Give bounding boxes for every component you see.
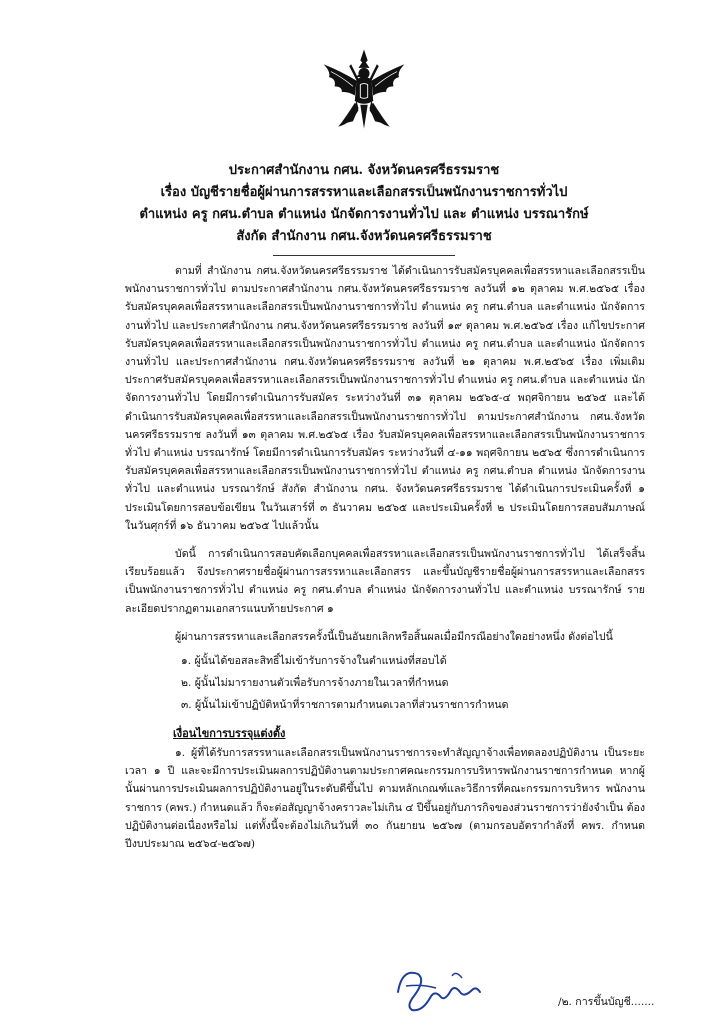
title-line-4: สังกัด สำนักงาน กศน.จังหวัดนครศรีธรรมราช <box>236 229 492 244</box>
title-line-2: เรื่อง บัญชีรายชื่อผู้ผ่านการสรรหาและเลือกสรรเป็นพนักงานราชการทั่วไป <box>160 185 568 200</box>
announcement-body <box>125 262 645 853</box>
list-item: ๒. ผู้นั้นไม่มารายงานตัวเพื่อรับการจ้างภายในเวลาที่กำหนด <box>181 677 449 690</box>
paragraph-background: ตามที่ สำนักงาน กศน.จังหวัดนครศรีธรรมราช ได้ดำเนินการรับสมัครบุคคลเพื่อสรรหาและเลือกสรรเป็นพนักงานราชการทั่วไป ตามประกาศสำนักงาน กศน.จังหวัดนครศรีธรรมราช ลงวันที่ ๑๒ ตุลาคม พ.ศ.๒๕๖๕ เรื่อง รับสมัครบุคคลเพื่อสรรหาและเลือกสรรเป็นพนักงานราชการทั่วไป ตำแหน่ง ครู กศน.ตำบล และตำแหน่ง นักจัดการงานทั่วไป และประกาศสำนักงาน กศน.จังหวัดนครศรีธรรมราช ลงวันที่ ๑๙ ตุลาคม พ.ศ.๒๕๖๕ เรื่อง แก้ไขประกาศรับสมัครบุคคลเพื่อสรรหาและเลือกสรรเป็นพนักงานราชการทั่วไป ตำแหน่ง ครู กศน.ตำบล และตำแหน่ง นักจัดการงานทั่วไป และประกาศสำนักงาน กศน.จังหวัดนครศรีธรรมราช ลงวันที่ ๒๑ ตุลาคม พ.ศ.๒๕๖๕ เรื่อง เพิ่มเติมประกาศรับสมัครบุคคลเพื่อสรรหาและเลือกสรรเป็นพนักงานราชการทั่วไป ตำแหน่ง ครู กศน.ตำบล และตำแหน่ง นักจัดการงานทั่วไป โดยมีการดำเนินการรับสมัคร ระหว่างวันที่ ๓๑ ตุลาคม ๒๕๖๕-๔ พฤศจิกายน ๒๕๖๕ และได้ดำเนินการรับสมัครบุคคลเพื่อสรรหาและเลือกสรรเป็นพนักงานราชการทั่วไป ตามประกาศสำนักงาน กศน.จังหวัดนครศรีธรรมราช ลงวันที่ ๑๓ ตุลาคม พ.ศ.๒๕๖๕ เรื่อง รับสมัครบุคคลเพื่อสรรหาและเลือกสรรเป็นพนักงานราชการทั่วไป ตำแหน่ง บรรณารักษ์ โดยมีการดำเนินการรับสมัคร ระหว่างวันที่ ๔-๑๑ พฤศจิกายน ๒๕๖๕ ซึ่งการดำเนินการรับสมัครบุคคลเพื่อสรรหาและเลือกสรรเป็นพนักงานราชการทั่วไป ตำแหน่ง ครู กศน.ตำบล ตำแหน่ง นักจัดการงานทั่วไป และตำแหน่ง บรรณารักษ์ สังกัด สำนักงาน กศน. จังหวัดนครศรีธรรมราช ได้ดำเนินการประเมินครั้งที่ ๑ ประเมินโดยการสอบข้อเขียน ในวันเสาร์ที่ ๓ ธันวาคม ๒๕๖๕ และประเมินครั้งที่ ๒ ประเมินโดยการสอบสัมภาษณ์ ในวันศุกร์ที่ ๑๖ ธันวาคม ๒๕๖๕ ไปแล้วนั้น <box>125 265 645 532</box>
announcement-title-block <box>120 160 608 248</box>
title-line-1: ประกาศสำนักงาน กศน. จังหวัดนครศรีธรรมราช <box>228 163 500 178</box>
cancellation-list <box>125 650 645 716</box>
paragraph-result: บัดนี้ การดำเนินการสอบคัดเลือกบุคคลเพื่อสรรหาและเลือกสรรเป็นพนักงานราชการทั่วไป ได้เสร็จสิ้นเรียบร้อยแล้ว จึงประกาศรายชื่อผู้ผ่านการสรรหาและเลือกสรร และขึ้นบัญชีรายชื่อผู้ผ่านการสรรหาและเลือกสรรเป็นพนักงานราชการทั่วไป ตำแหน่ง ครู กศน.ตำบล ตำแหน่ง นักจัดการงานทั่วไป และตำแหน่ง บรรณารักษ์ รายละเอียดปรากฏตามเอกสารแนบท้ายประกาศ ๑ <box>125 548 645 615</box>
paragraph-cancellation-intro: ผู้ผ่านการสรรหาและเลือกสรรครั้งนี้เป็นอันยกเลิกหรือสิ้นผลเมื่อมีกรณีอย่างใดอย่างหนึ่ง ดังต่อไปนี้ <box>175 630 613 643</box>
list-item: ๑. ผู้นั้นได้ขอสละสิทธิ์ไม่เข้ารับการจ้างในตำแหน่งที่สอบได้ <box>181 655 447 668</box>
title-divider <box>273 255 455 256</box>
conditions-heading: เงื่อนไขการบรรจุแต่งตั้ง <box>173 727 286 741</box>
list-item: ๓. ผู้นั้นไม่เข้าปฏิบัติหน้าที่ราชการตามกำหนดเวลาที่ส่วนราชการกำหนด <box>181 699 509 712</box>
title-line-3: ตำแหน่ง ครู กศน.ตำบล ตำแหน่ง นักจัดการงานทั่วไป และ ตำแหน่ง บรรณารักษ์ <box>139 207 589 222</box>
signature-mark <box>392 962 484 1018</box>
paragraph-condition-1: ๑. ผู้ที่ได้รับการสรรหาและเลือกสรรเป็นพนักงานราชการจะทำสัญญาจ้างเพื่อทดลองปฏิบัติงาน เป็นระยะเวลา ๑ ปี และจะมีการประเมินผลการปฏิบัติงานตามประกาศคณะกรรมการบริหารพนักงานราชการกำหนด หากผู้นั้นผ่านการประเมินผลการปฏิบัติงานอยู่ในระดับดีขึ้นไป ตามหลักเกณฑ์และวิธีการที่คณะกรรมการบริหาร พนักงานราชการ (คพร.) กำหนดแล้ว ก็จะต่อสัญญาจ้างคราวละไม่เกิน ๔ ปีขึ้นอยู่กับภารกิจของส่วนราชการว่ายังจำเป็น ต้องปฏิบัติงานต่อเนื่องหรือไม่ แต่ทั้งนี้จะต้องไม่เกินวันที่ ๓๐ กันยายน ๒๕๖๗ (ตามกรอบอัตรากำลังที่ คพร. กำหนด ปีงบประมาณ ๒๕๖๔-๒๕๖๗) <box>125 747 645 851</box>
continued-marker: /๒. การขึ้นบัญชี....... <box>558 996 655 1008</box>
garuda-emblem-icon <box>318 44 410 136</box>
